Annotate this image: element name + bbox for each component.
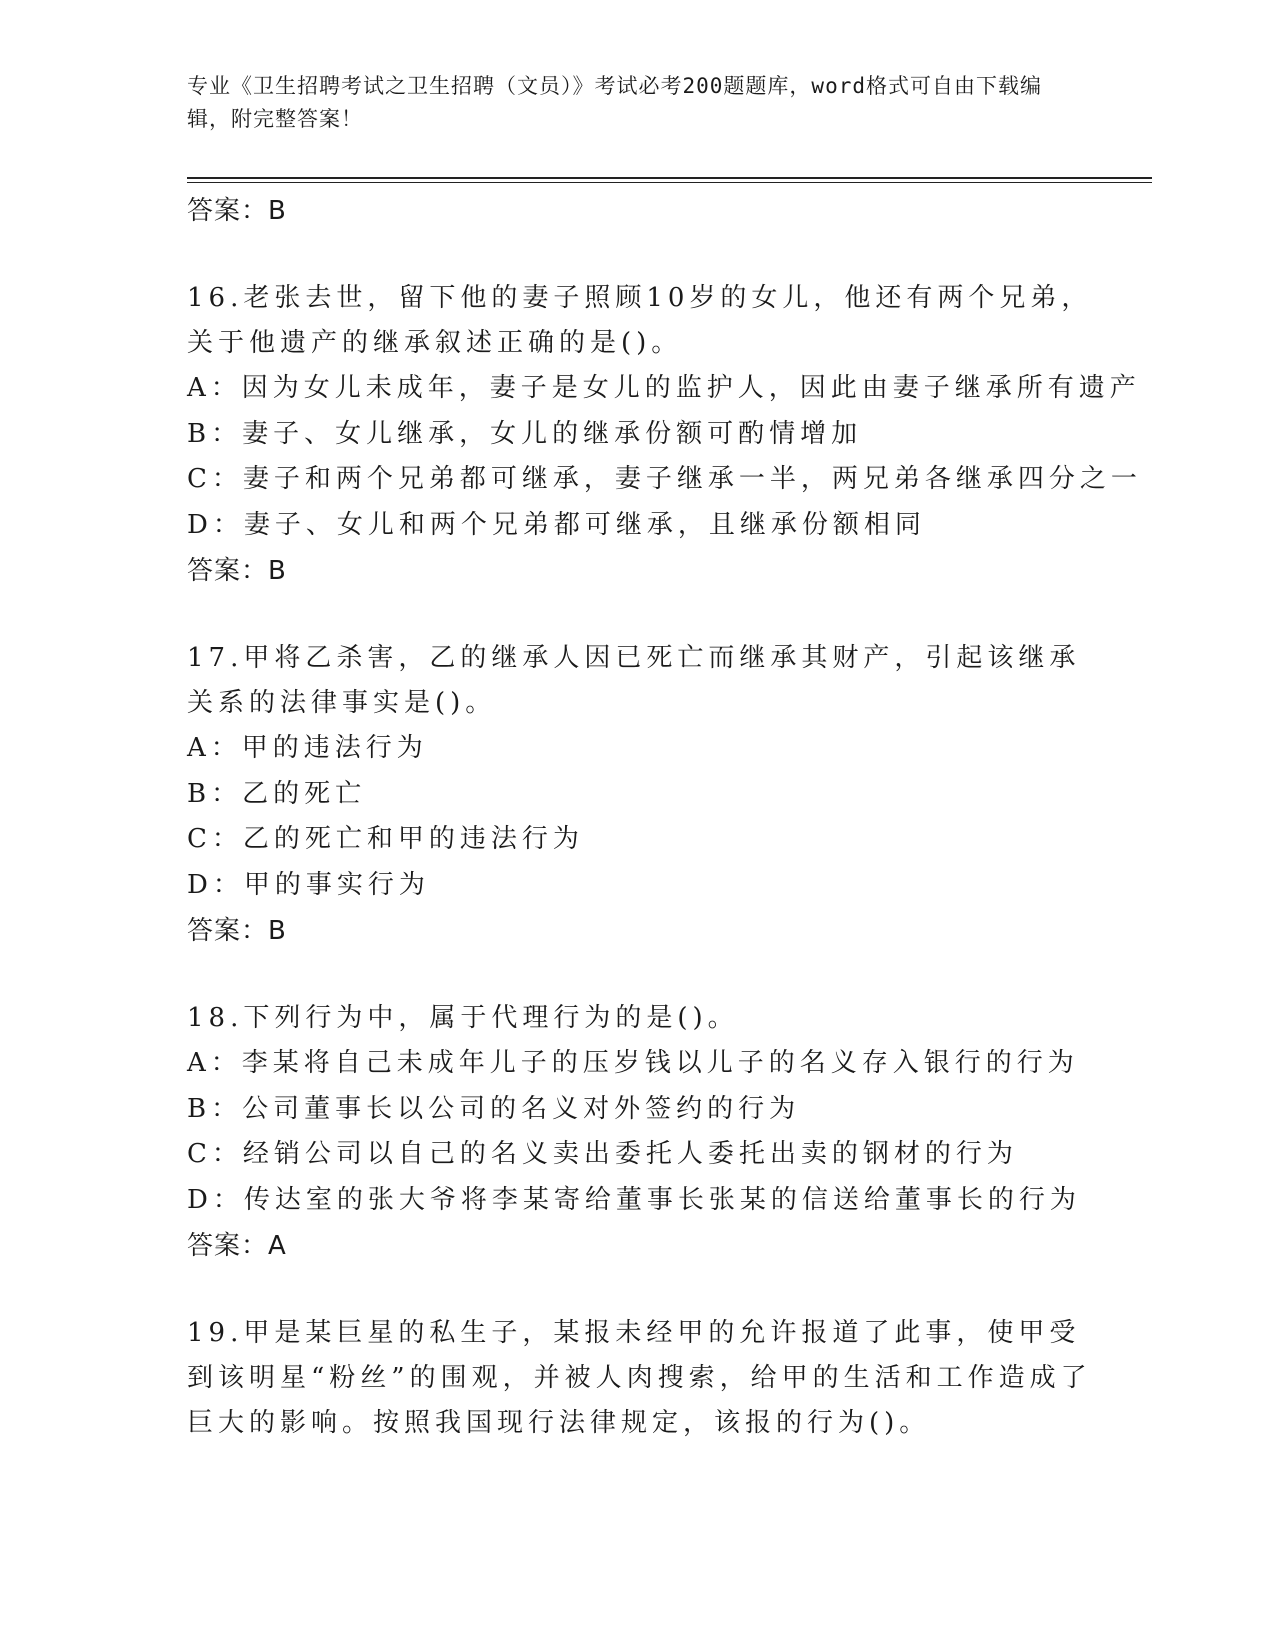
- option-d: D：妻子、女儿和两个兄弟都可继承，且继承份额相同: [187, 509, 926, 540]
- question-19: [187, 1311, 1097, 1446]
- question-stem: 17.甲将乙杀害，乙的继承人因已死亡而继承其财产，引起该继承关系的法律事实是()。: [187, 643, 1081, 718]
- question-16: [187, 276, 1142, 594]
- question-stem: 19.甲是某巨星的私生子，某报未经甲的允许报道了此事，使甲受到该明星“粉丝”的围观，并被人肉搜索，给甲的生活和工作造成了巨大的影响。按照我国现行法律规定，该报的行为()。: [187, 1318, 1092, 1438]
- header-divider-thin: [187, 182, 1152, 183]
- answer: 答案：A: [187, 1231, 287, 1261]
- previous-answer: 答案：B: [187, 196, 287, 226]
- option-d: D：甲的事实行为: [187, 869, 430, 900]
- option-a: A：李某将自己未成年儿子的压岁钱以儿子的名义存入银行的行为: [187, 1048, 1079, 1078]
- answer: 答案：B: [187, 556, 287, 586]
- option-d: D：传达室的张大爷将李某寄给董事长张某的信送给董事长的行为: [187, 1184, 1081, 1215]
- answer: 答案：B: [187, 916, 287, 946]
- question-list: [187, 188, 1142, 1446]
- option-c: C：乙的死亡和甲的违法行为: [187, 824, 584, 854]
- header-divider-thick: [187, 177, 1152, 179]
- option-b: B：乙的死亡: [187, 778, 367, 809]
- question-stem: 18.下列行为中，属于代理行为的是()。: [187, 1003, 739, 1033]
- option-c: C：妻子和两个兄弟都可继承，妻子继承一半，两兄弟各继承四分之一: [187, 464, 1142, 494]
- question-stem: 16.老张去世，留下他的妻子照顾10岁的女儿，他还有两个兄弟，关于他遗产的继承叙述正确的是()。: [187, 283, 1093, 358]
- option-a: A：甲的违法行为: [187, 733, 428, 763]
- question-18: [187, 996, 1097, 1269]
- option-c: C：经销公司以自己的名义卖出委托人委托出卖的钢材的行为: [187, 1139, 1018, 1169]
- document-header: 专业《卫生招聘考试之卫生招聘（文员）》考试必考200题题库，word格式可自由下载编辑，附完整答案！: [187, 74, 1042, 131]
- option-a: A：因为女儿未成年，妻子是女儿的监护人，因此由妻子继承所有遗产: [187, 373, 1141, 403]
- question-17: [187, 636, 1097, 954]
- option-b: B：妻子、女儿继承，女儿的继承份额可酌情增加: [187, 418, 863, 449]
- option-b: B：公司董事长以公司的名义对外签约的行为: [187, 1093, 801, 1124]
